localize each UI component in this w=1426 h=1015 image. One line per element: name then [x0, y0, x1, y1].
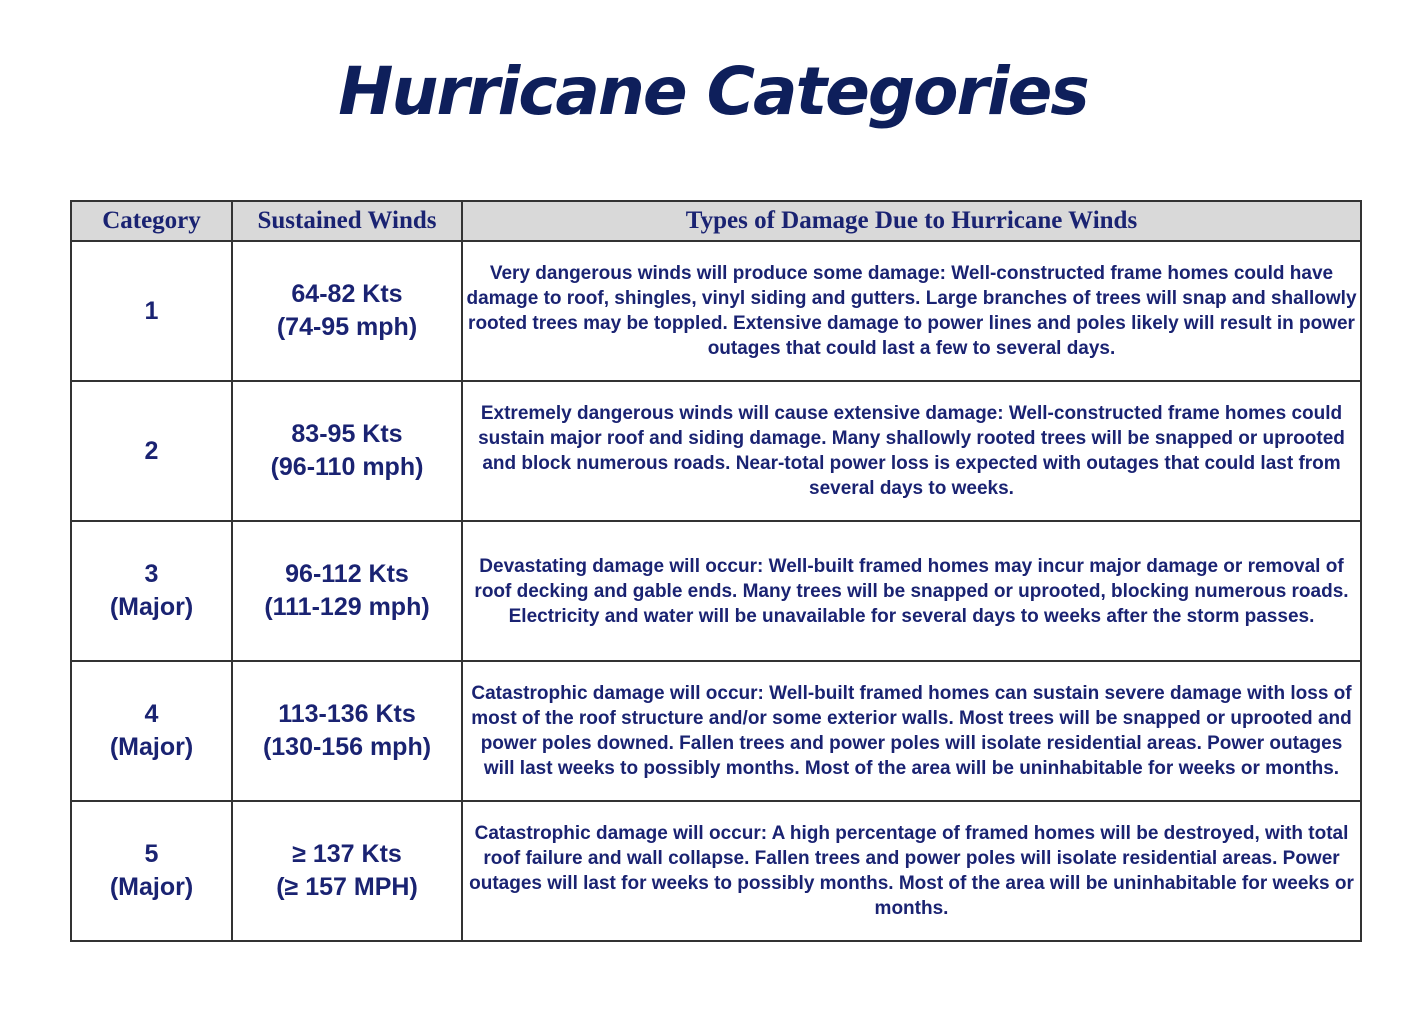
damage-description: Very dangerous winds will produce some damage: Well-constructed frame homes could have damage to roof, shingles, vinyl siding and gutters. Large branches of trees will snap and shallowly rooted trees may be toppled. Extensive damage to power lines and poles likely will result in power outages that could last a few to several days.: [462, 241, 1361, 381]
winds-mph: (74-95 mph): [276, 313, 418, 341]
winds-kts: 64-82 Kts: [291, 280, 403, 308]
table-row: [71, 241, 1361, 381]
header-damage-types: Types of Damage Due to Hurricane Winds: [462, 201, 1361, 241]
category-note: (Major): [109, 873, 194, 901]
category-cell: [71, 381, 232, 521]
category-number: 4: [144, 700, 159, 728]
table-row: [71, 521, 1361, 661]
table-row: [71, 381, 1361, 521]
winds-kts: 83-95 Kts: [291, 420, 403, 448]
category-note: (Major): [109, 593, 194, 621]
damage-description: Devastating damage will occur: Well-built framed homes may incur major damage or removal of roof decking and gable ends. Many trees will be snapped or uprooted, blocking numerous roads. Electricity and water will be unavailable for several days to weeks after the storm passes.: [462, 521, 1361, 661]
damage-description: Catastrophic damage will occur: A high percentage of framed homes will be destroyed, with total roof failure and wall collapse. Fallen trees and power poles will isolate residential areas. Power outages will last for weeks to possibly months. Most of the area will be uninhabitable for weeks or months.: [462, 801, 1361, 941]
hurricane-categories-table: [70, 200, 1362, 942]
winds-mph: (96-110 mph): [270, 453, 424, 481]
damage-description: Catastrophic damage will occur: Well-built framed homes can sustain severe damage with loss of most of the roof structure and/or some exterior walls. Most trees will be snapped or uprooted and power poles downed. Fallen trees and power poles will isolate residential areas. Power outages will last weeks to possibly months. Most of the area will be uninhabitable for weeks or months.: [462, 661, 1361, 801]
table-row: [71, 661, 1361, 801]
table-header-row: [71, 201, 1361, 241]
page-title: Hurricane Categories: [338, 53, 1088, 130]
header-sustained-winds: Sustained Winds: [232, 201, 462, 241]
winds-kts: ≥ 137 Kts: [292, 840, 402, 868]
winds-cell: [232, 801, 462, 941]
category-number: 3: [144, 560, 159, 588]
winds-cell: [232, 241, 462, 381]
winds-mph: (≥ 157 MPH): [276, 873, 418, 901]
winds-mph: (130-156 mph): [262, 733, 432, 761]
category-note: (Major): [109, 733, 194, 761]
winds-cell: [232, 661, 462, 801]
category-cell: [71, 521, 232, 661]
header-category: Category: [71, 201, 232, 241]
category-number: 5: [144, 840, 159, 868]
winds-cell: [232, 381, 462, 521]
winds-kts: 96-112 Kts: [285, 560, 409, 588]
category-number: 1: [144, 296, 159, 325]
table-row: [71, 801, 1361, 941]
category-cell: [71, 661, 232, 801]
winds-mph: (111-129 mph): [264, 593, 430, 621]
winds-cell: [232, 521, 462, 661]
winds-kts: 113-136 Kts: [278, 700, 416, 728]
category-cell: [71, 241, 232, 381]
category-number: 2: [144, 436, 159, 465]
damage-description: Extremely dangerous winds will cause extensive damage: Well-constructed frame homes could sustain major roof and siding damage. Many shallowly rooted trees will be snapped or uprooted and block numerous roads. Near-total power loss is expected with outages that could last from several days to weeks.: [462, 381, 1361, 521]
category-cell: [71, 801, 232, 941]
